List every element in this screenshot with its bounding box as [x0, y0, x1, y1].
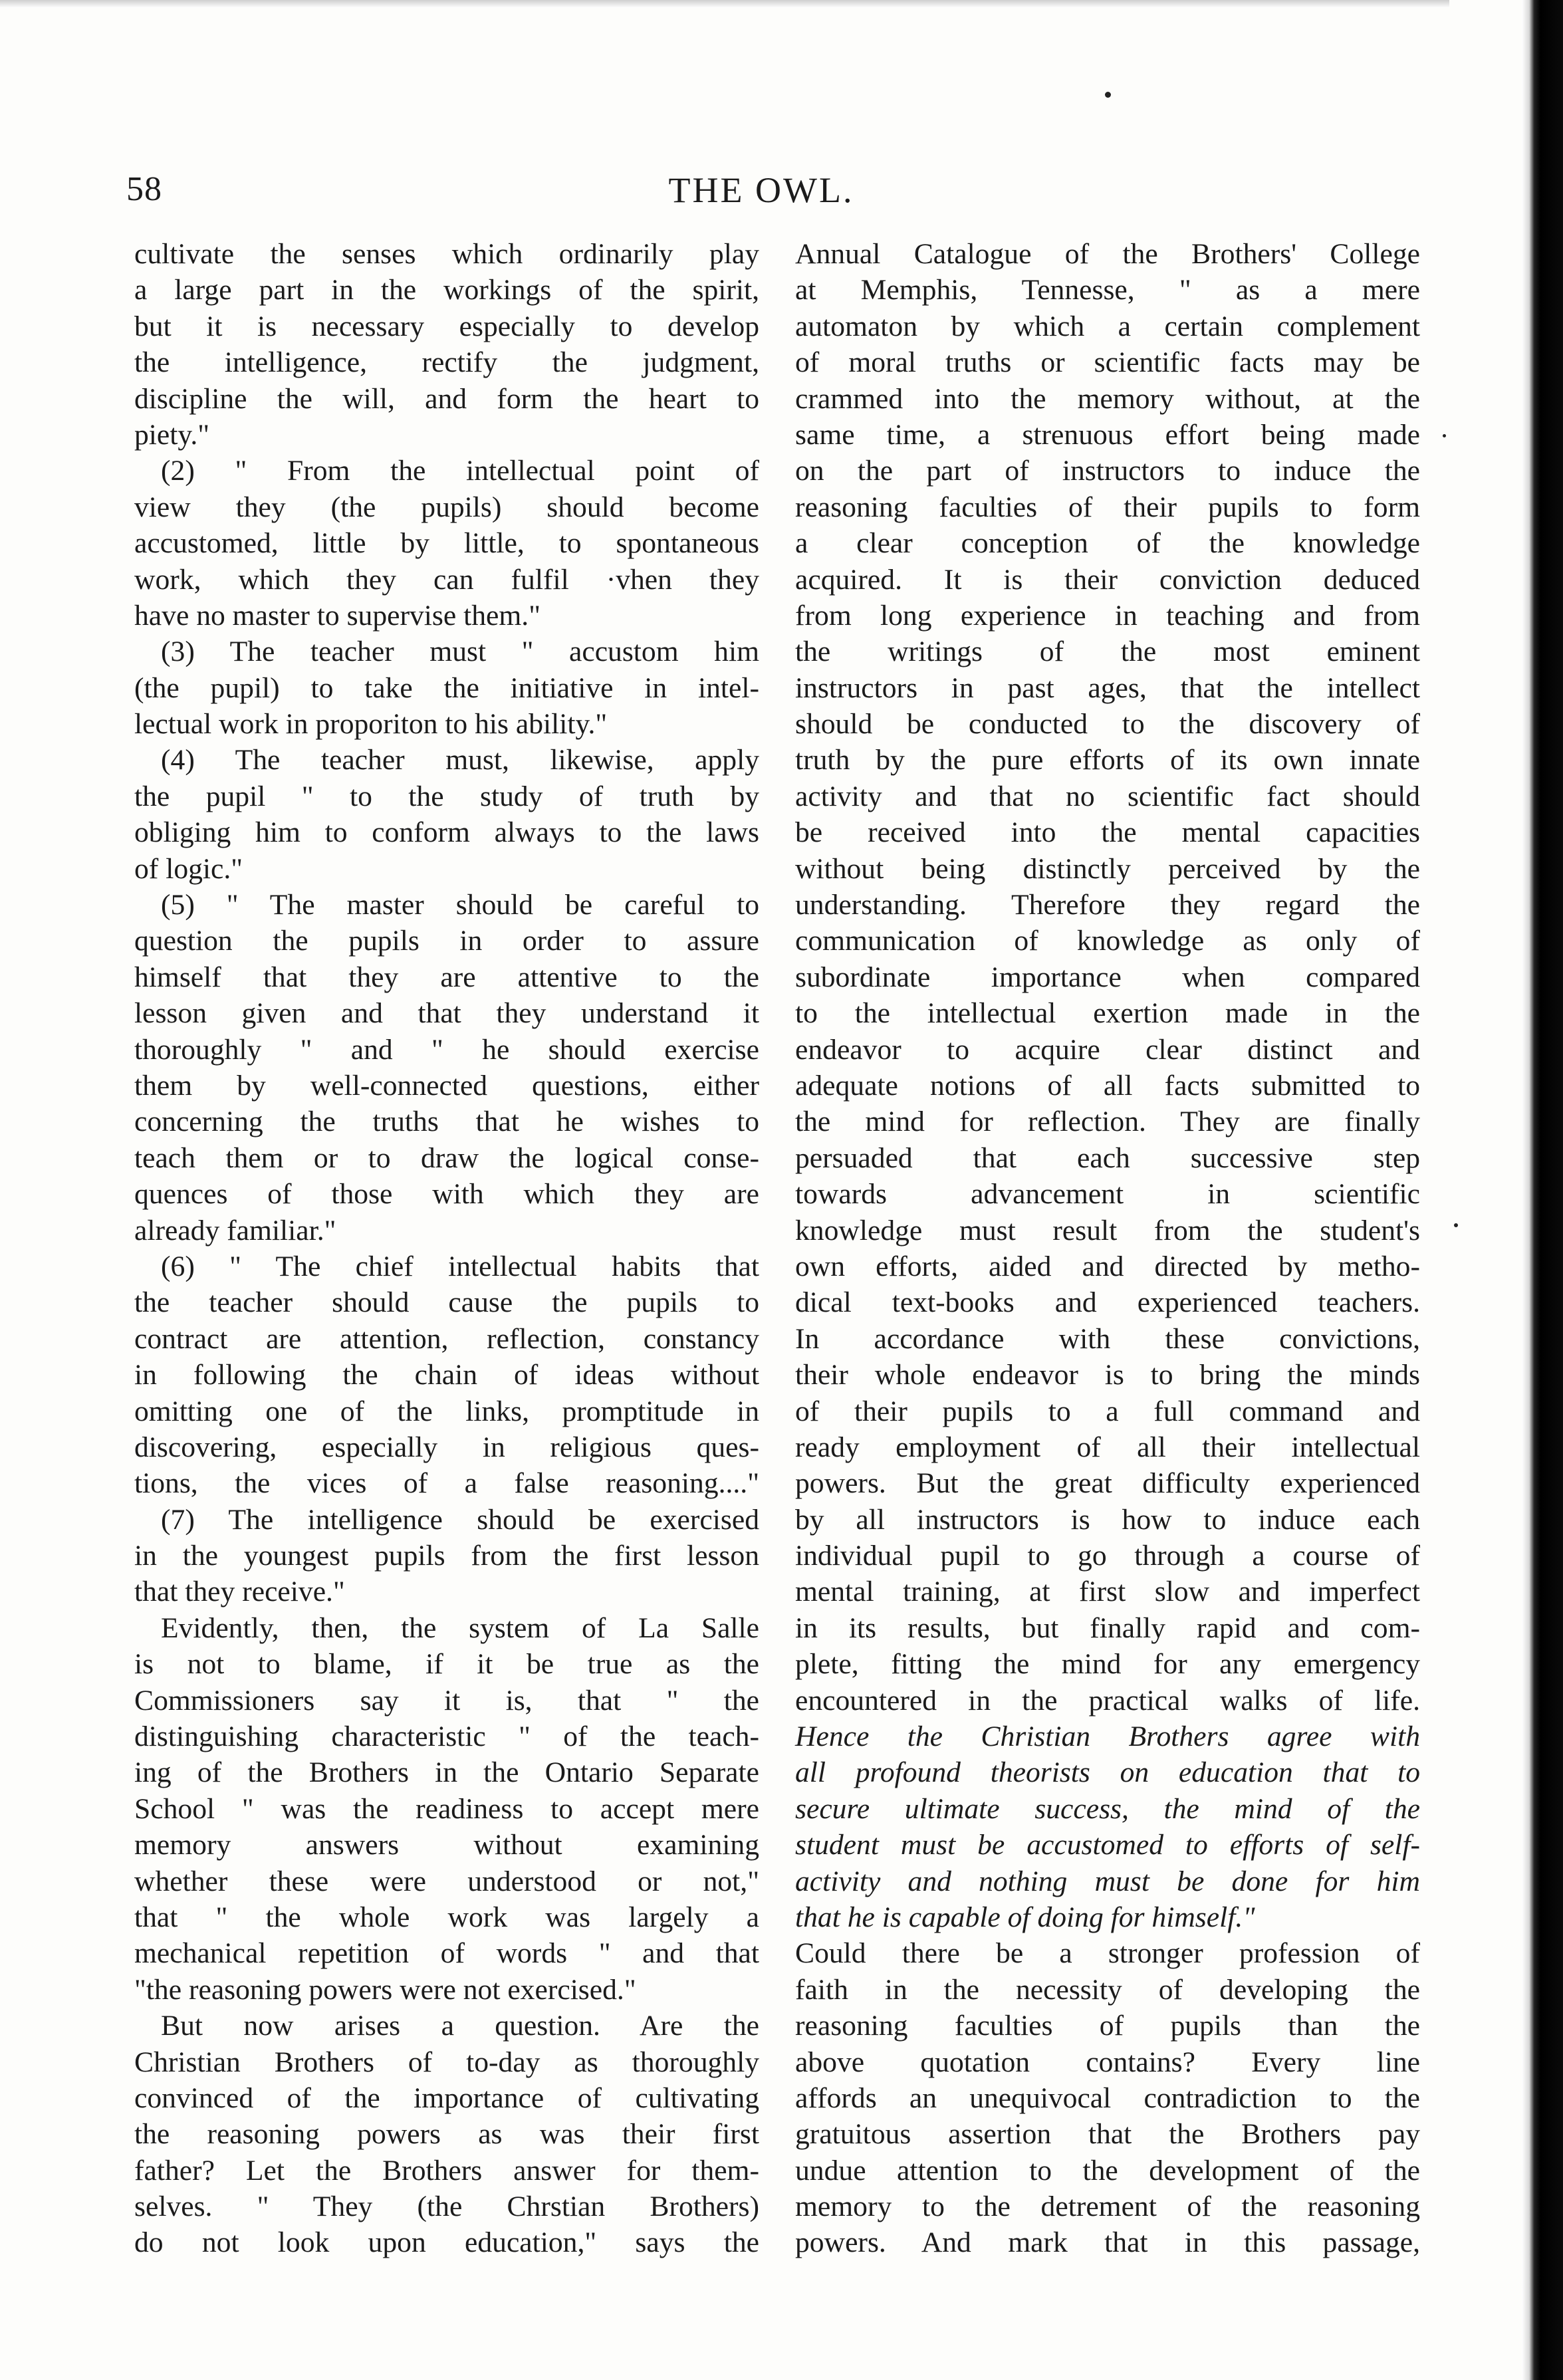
text-line: the intelligence, rectify the judgment, [134, 346, 759, 379]
text-line: automaton by which a certain complement [795, 310, 1420, 342]
text-line: view they (the pupils) should become [134, 491, 759, 523]
text-line: them by well-connected questions, either [134, 1069, 759, 1102]
text-line: lectual work in proporiton to his ability." [134, 708, 608, 741]
text-line: knowledge must result from the student's [795, 1214, 1420, 1247]
text-line: (7) The intelligence should be exercised [161, 1503, 759, 1536]
text-line: powers. But the great difficulty experienced [795, 1467, 1420, 1500]
text-line: (3) The teacher must " accustom him [161, 636, 759, 668]
text-line: discovering, especially in religious ques- [134, 1431, 759, 1463]
text-line: student must be accustomed to efforts of self- [795, 1829, 1420, 1861]
text-line: Christian Brothers of to-day as thoroughly [134, 2046, 759, 2078]
text-line: acquired. It is their conviction deduced [795, 563, 1420, 596]
text-line: the teacher should cause the pupils to [134, 1286, 759, 1319]
text-line: father? Let the Brothers answer for them- [134, 2154, 759, 2187]
text-line: truth by the pure efforts of its own innate [795, 744, 1420, 776]
text-line: convinced of the importance of cultivating [134, 2082, 759, 2114]
text-line: crammed into the memory without, at the [795, 382, 1420, 415]
text-line: without being distinctly perceived by the [795, 852, 1420, 885]
ink-speck [1454, 1223, 1458, 1227]
text-line: thoroughly " and " he should exercise [134, 1033, 759, 1066]
text-line: have no master to supervise them." [134, 599, 541, 632]
text-line: dical text-books and experienced teachers. [795, 1286, 1420, 1319]
text-line: whether these were understood or not," [134, 1865, 759, 1897]
text-line: Hence the Christian Brothers agree with [795, 1721, 1420, 1753]
text-line: memory answers without examining [134, 1829, 759, 1861]
text-line: own efforts, aided and directed by metho- [795, 1250, 1420, 1282]
text-line: ing of the Brothers in the Ontario Separate [134, 1756, 759, 1789]
left-text-column [134, 236, 759, 2261]
text-line: to the intellectual exertion made in the [795, 997, 1420, 1030]
text-line: of moral truths or scientific facts may be [795, 346, 1420, 379]
text-line: (5) " The master should be careful to [161, 889, 759, 921]
text-line: faith in the necessity of developing the [795, 1973, 1420, 2006]
text-line: of their pupils to a full command and [795, 1395, 1420, 1427]
text-line: activity and that no scientific fact should [795, 780, 1420, 812]
text-line: reasoning faculties of pupils than the [795, 2010, 1420, 2042]
text-line: undue attention to the development of the [795, 2154, 1420, 2187]
text-line: is not to blame, if it be true as the [134, 1648, 759, 1681]
text-line: reasoning faculties of their pupils to form [795, 491, 1420, 523]
text-line: on the part of instructors to induce the [795, 455, 1420, 487]
text-line: but it is necessary especially to develop [134, 310, 759, 342]
text-line: that he is capable of doing for himself." [795, 1901, 1255, 1933]
text-line: the mind for reflection. They are finally [795, 1106, 1420, 1138]
text-line: in its results, but finally rapid and com- [795, 1611, 1420, 1644]
text-line: communication of knowledge as only of [795, 925, 1420, 957]
text-line: In accordance with these convictions, [795, 1322, 1420, 1355]
text-line: Commissioners say it is, that " the [134, 1684, 759, 1717]
text-line: discipline the will, and form the heart to [134, 382, 759, 415]
text-line: omitting one of the links, promptitude in [134, 1395, 759, 1427]
text-line: their whole endeavor is to bring the minds [795, 1359, 1420, 1391]
text-line: instructors in past ages, that the intellect [795, 671, 1420, 704]
text-line: himself that they are attentive to the [134, 961, 759, 993]
text-line: teach them or to draw the logical conse- [134, 1141, 759, 1174]
text-line: Annual Catalogue of the Brothers' College [795, 238, 1420, 270]
text-line: memory to the detrement of the reasoning [795, 2191, 1420, 2223]
text-line: "the reasoning powers were not exercised." [134, 1973, 636, 2006]
text-line: do not look upon education," says the [134, 2226, 759, 2259]
text-line: mechanical repetition of words " and that [134, 1937, 759, 1970]
text-line: powers. And mark that in this passage, [795, 2226, 1420, 2259]
text-line: (4) The teacher must, likewise, apply [161, 744, 759, 776]
text-line: ready employment of all their intellectual [795, 1431, 1420, 1463]
text-line: from long experience in teaching and from [795, 599, 1420, 632]
ink-speck [1105, 92, 1111, 98]
text-line: lesson given and that they understand it [134, 997, 759, 1030]
text-line: Could there be a stronger profession of [795, 1937, 1420, 1970]
text-line: piety." [134, 418, 210, 451]
text-line: towards advancement in scientific [795, 1178, 1420, 1211]
text-line: gratuitous assertion that the Brothers pay [795, 2118, 1420, 2151]
text-line: a clear conception of the knowledge [795, 527, 1420, 560]
text-line: tions, the vices of a false reasoning...." [134, 1467, 759, 1500]
ink-speck [1443, 434, 1446, 437]
text-line: should be conducted to the discovery of [795, 708, 1420, 741]
text-line: (the pupil) to take the initiative in intel- [134, 671, 759, 704]
text-line: endeavor to acquire clear distinct and [795, 1033, 1420, 1066]
text-line: all profound theorists on education that to [795, 1756, 1420, 1789]
text-line: same time, a strenuous effort being made [795, 418, 1420, 451]
text-line: be received into the mental capacities [795, 816, 1420, 849]
text-line: already familiar." [134, 1214, 336, 1247]
text-line: adequate notions of all facts submitted to [795, 1069, 1420, 1102]
text-line: quences of those with which they are [134, 1178, 759, 1211]
text-line: (6) " The chief intellectual habits that [161, 1250, 759, 1282]
text-line: activity and nothing must be done for him [795, 1865, 1420, 1897]
text-line: that they receive." [134, 1576, 345, 1608]
text-line: in the youngest pupils from the first lesson [134, 1540, 759, 1572]
text-line: cultivate the senses which ordinarily play [134, 238, 759, 270]
text-line: obliging him to conform always to the laws [134, 816, 759, 849]
text-line: concerning the truths that he wishes to [134, 1106, 759, 1138]
text-line: at Memphis, Tennesse, " as a mere [795, 274, 1420, 306]
text-line: above quotation contains? Every line [795, 2046, 1420, 2078]
text-line: question the pupils in order to assure [134, 925, 759, 957]
text-line: individual pupil to go through a course of [795, 1540, 1420, 1572]
text-line: that " the whole work was largely a [134, 1901, 759, 1933]
text-line: encountered in the practical walks of life. [795, 1684, 1420, 1717]
scan-binding-edge [1522, 0, 1563, 2380]
text-line: accustomed, little by little, to spontaneous [134, 527, 759, 560]
text-line: the writings of the most eminent [795, 636, 1420, 668]
text-line: a large part in the workings of the spirit, [134, 274, 759, 306]
right-text-column [795, 236, 1420, 2261]
text-line: But now arises a question. Are the [161, 2010, 759, 2042]
top-edge-shadow [0, 0, 1449, 8]
text-line: contract are attention, reflection, constancy [134, 1322, 759, 1355]
page-number: 58 [126, 170, 162, 208]
text-line: in following the chain of ideas without [134, 1359, 759, 1391]
text-line: (2) " From the intellectual point of [161, 455, 759, 487]
text-line: subordinate importance when compared [795, 961, 1420, 993]
text-line: the reasoning powers as was their first [134, 2118, 759, 2151]
text-line: plete, fitting the mind for any emergency [795, 1648, 1420, 1681]
text-line: School " was the readiness to accept mere [134, 1792, 759, 1825]
text-line: work, which they can fulfil ·vhen they [134, 563, 759, 596]
text-line: selves. " They (the Chrstian Brothers) [134, 2191, 759, 2223]
text-line: affords an unequivocal contradiction to the [795, 2082, 1420, 2114]
text-line: the pupil " to the study of truth by [134, 780, 759, 812]
text-line: understanding. Therefore they regard the [795, 889, 1420, 921]
text-line: by all instructors is how to induce each [795, 1503, 1420, 1536]
text-line: secure ultimate success, the mind of the [795, 1792, 1420, 1825]
text-line: mental training, at first slow and imperfect [795, 1576, 1420, 1608]
text-line: distinguishing characteristic " of the teach- [134, 1721, 759, 1753]
text-line: of logic." [134, 852, 243, 885]
running-head-title: THE OWL. [668, 170, 854, 210]
text-line: persuaded that each successive step [795, 1141, 1420, 1174]
text-line: Evidently, then, the system of La Salle [161, 1611, 759, 1644]
